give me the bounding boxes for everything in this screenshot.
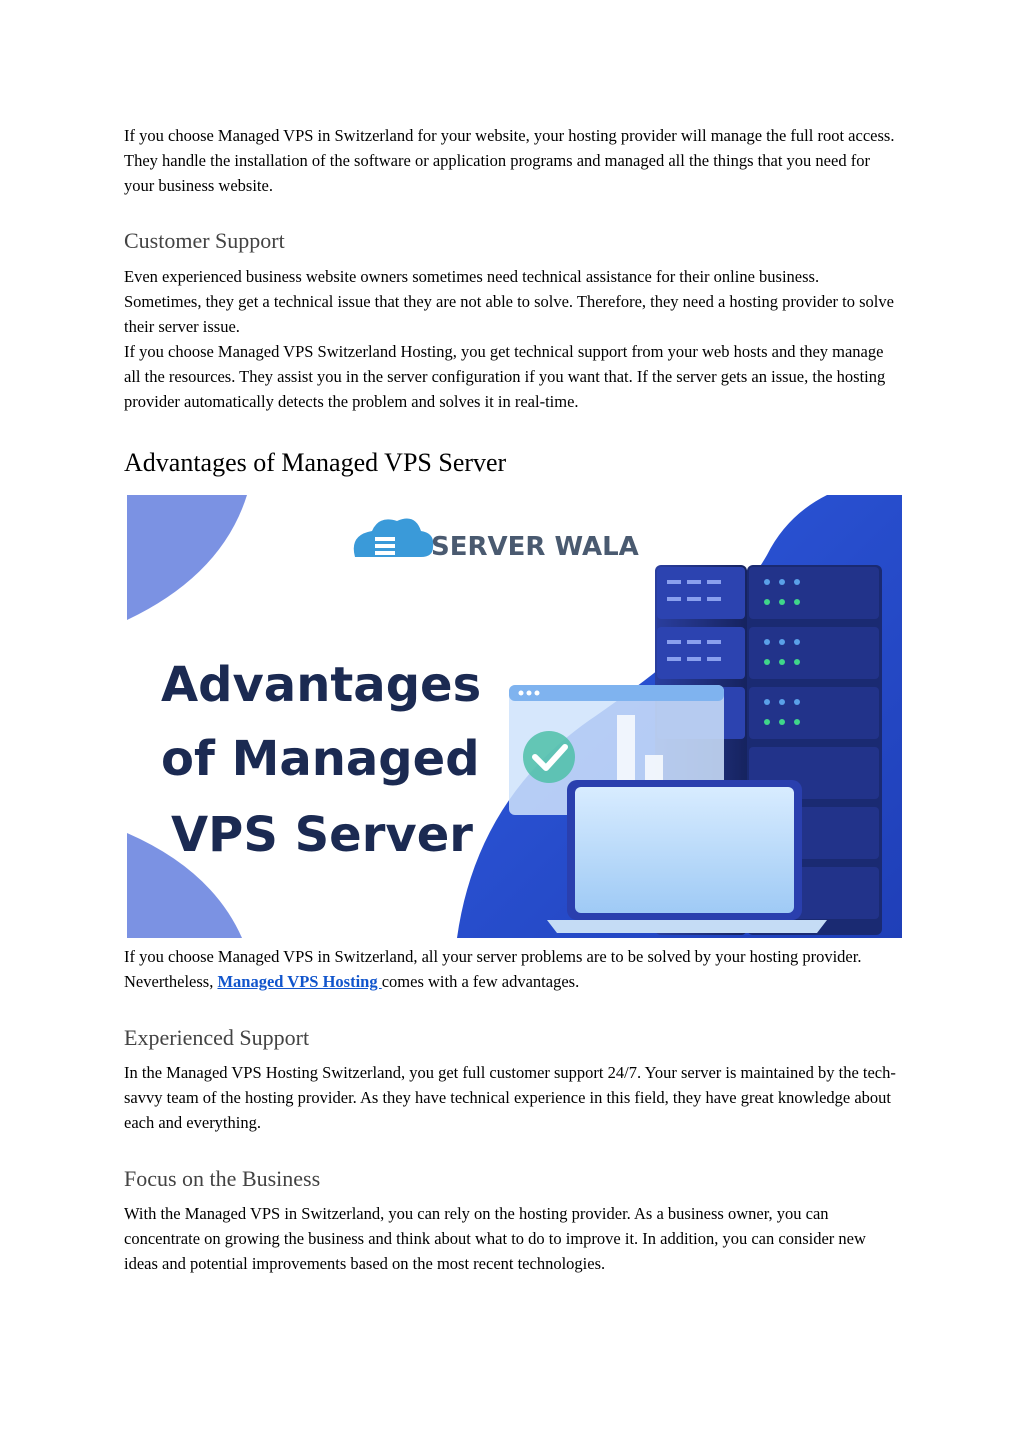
experienced-support-paragraph: In the Managed VPS Hosting Switzerland, you get full customer support 24/7. Your server is maintained by the tech-savvy team of the hosting provider. As they have technical experience in this field, they have great knowledge about each and everything. (124, 1063, 896, 1132)
advantages-text-before: If you choose Managed VPS in Switzerland, all your server problems are to be solved by your hosting provider. Nevertheless, (124, 947, 862, 991)
top-left-decor-shape (127, 495, 247, 620)
customer-support-heading: Customer Support (124, 228, 285, 253)
banner-title-line-1: Advantages (161, 657, 482, 713)
focus-business-heading: Focus on the Business (124, 1166, 321, 1191)
logo-text: SERVER WALA (431, 532, 639, 562)
banner-title-line-2: of Managed (161, 731, 480, 787)
managed-vps-hosting-link[interactable]: Managed VPS Hosting (217, 972, 382, 991)
focus-business-paragraph: With the Managed VPS in Switzerland, you can rely on the hosting provider. As a business owner, you can concentrate on growing the business and think about what to do to improve it. In addition, you can consider new ideas and potential improvements based on the most recent technologies. (124, 1204, 866, 1273)
banner-title-line-3: VPS Server (171, 807, 473, 863)
experienced-support-heading: Experienced Support (124, 1025, 310, 1050)
intro-paragraph: If you choose Managed VPS in Switzerland for your website, your hosting provider will manage the full root access. They handle the installation of the software or application programs and managed all the things that you need for your business website. (124, 126, 895, 195)
advantages-heading: Advantages of Managed VPS Server (124, 448, 507, 477)
advantages-banner-image (127, 495, 902, 938)
customer-support-paragraph-1: Even experienced business website owners sometimes need technical assistance for their online business. Sometimes, they get a technical issue that they are not able to solve. Therefore, they need a hosting provider to solve their server issue. (124, 267, 894, 336)
server-wala-logo (354, 519, 639, 562)
advantages-text-after: comes with a few advantages. (381, 972, 580, 991)
laptop-illustration (547, 780, 827, 933)
check-icon (523, 731, 575, 783)
customer-support-paragraph-2: If you choose Managed VPS Switzerland Hosting, you get technical support from your web hosts and they manage all the resources. They assist you in the server configuration if you want that. If the server gets an issue, the hosting provider automatically detects the problem and solves it in real-time. (124, 342, 886, 411)
advantages-paragraph (124, 944, 899, 994)
